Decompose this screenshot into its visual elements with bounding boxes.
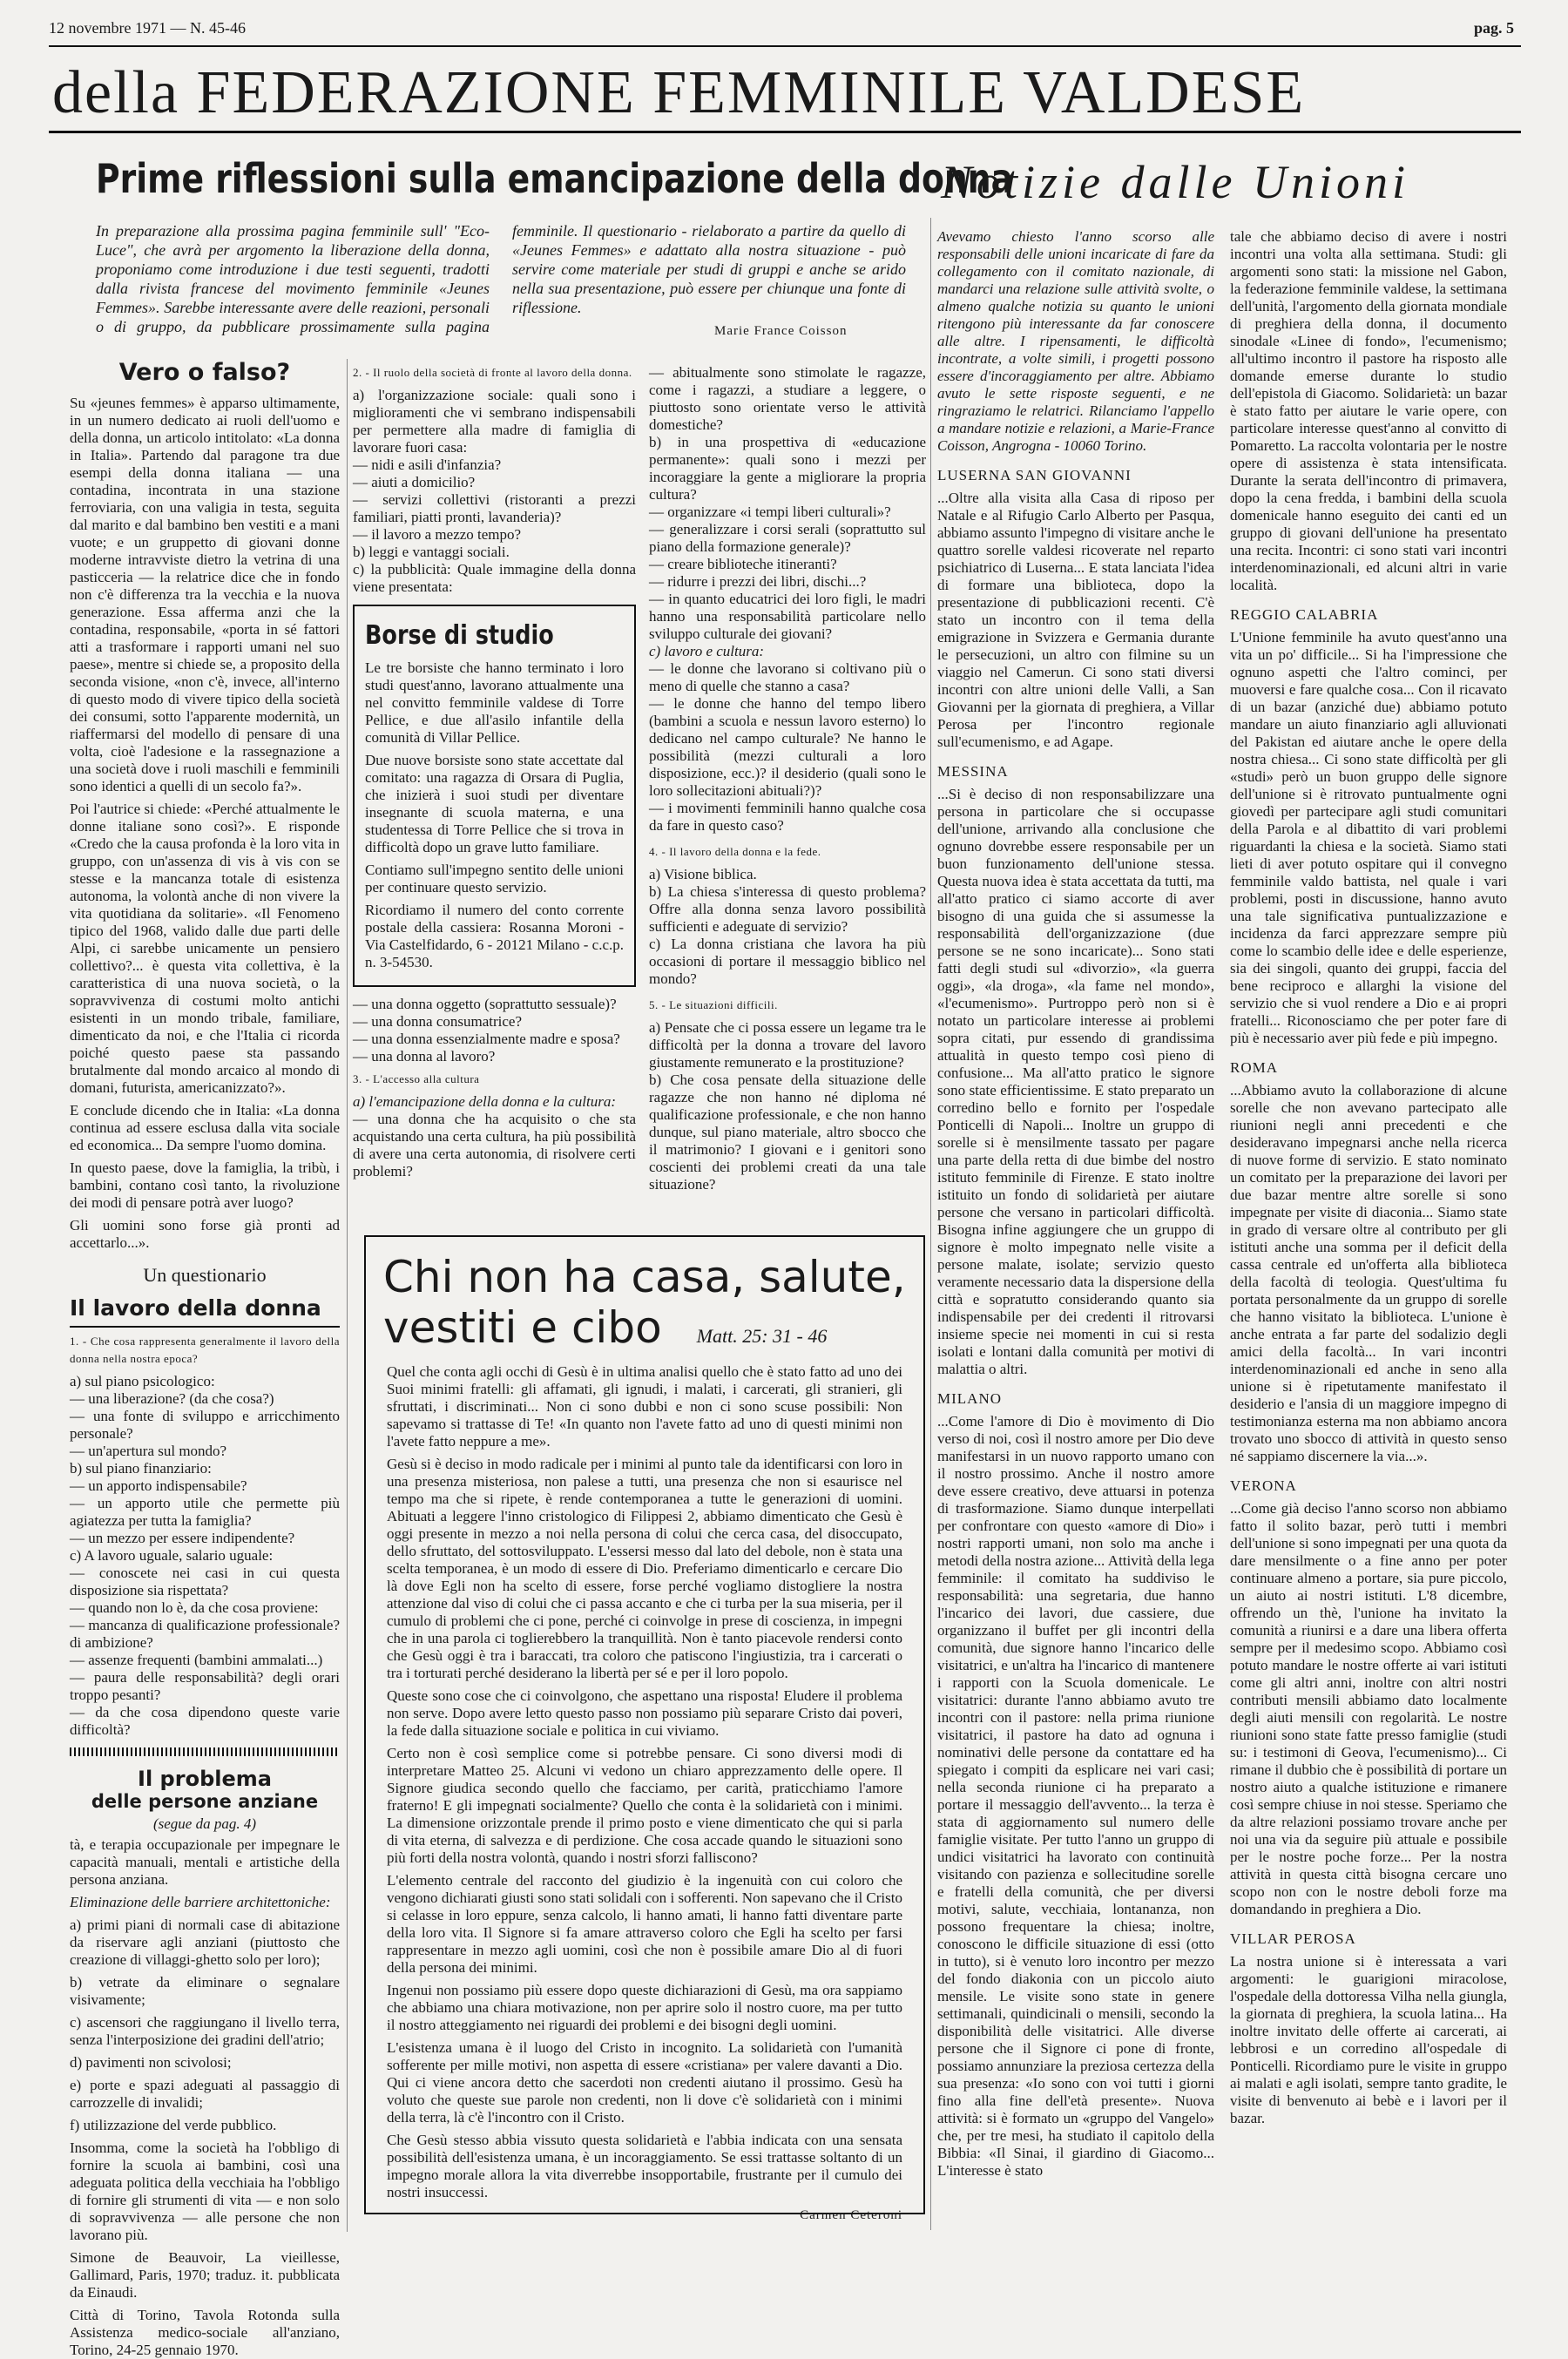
anziane-para: a) primi piani di normali case di abitazione da riservare agli anziani (piuttosto che creazione di villaggi-ghetto solo per loro);	[70, 1916, 340, 1968]
lavoro-item: — quando non lo è, da che cosa proviene:	[70, 1599, 319, 1616]
lavoro-item: — un mezzo per essere indipendente?	[70, 1530, 295, 1546]
city-heading: VERONA	[1230, 1477, 1297, 1494]
lavoro-item: — conoscete nei casi in cui questa disposizione sia rispettata?	[70, 1565, 340, 1599]
borse-para: Contiamo sull'impegno sentito delle unioni per continuare questo servizio.	[365, 862, 624, 896]
middle-col-2	[649, 364, 926, 1235]
q3-item: c) lavoro e cultura:	[649, 643, 765, 659]
top-rule	[49, 45, 1521, 47]
lavoro-item: — paura delle responsabilità? degli orari troppo pesanti?	[70, 1669, 340, 1703]
chi-para: Queste sono cose che ci coinvolgono, che aspettano una risposta! Eludere il problema non serve. Dopo avere letto questo passo non possiamo più separare Cristo dai poveri, la fede dalla situazione sociale e politica in cui viviamo.	[387, 1687, 902, 1739]
q3-item: — in quanto educatrici dei loro figli, le madri hanno una responsabilità particolare nello sviluppo culturale dei giovani?	[649, 591, 926, 642]
q4-item: b) La chiesa s'interessa di questo problema? Offre alla donna senza lavoro possibilità sufficienti e adeguate di servizio?	[649, 883, 926, 935]
q2-cont-item: — una donna al lavoro?	[353, 1048, 496, 1065]
lavoro-list	[70, 1373, 340, 1739]
q3-item: — i movimenti femminili hanno qualche cosa da fare in questo caso?	[649, 800, 926, 834]
city-heading: REGGIO CALABRIA	[1230, 606, 1379, 623]
lavoro-item: — da che cosa dipendono queste varie difficoltà?	[70, 1704, 340, 1738]
vero-falso-title: Vero o falso?	[118, 359, 291, 386]
anziane-para: c) ascensori che raggiungano il livello terra, senza l'interposizione dei gradini dell'atrio;	[70, 2014, 340, 2048]
chi-signature: Carmen Ceteroni	[800, 2208, 902, 2222]
q2-cont-item: — una donna consumatrice?	[353, 1013, 523, 1030]
q3-head: 3. - L'accesso alla cultura	[353, 1072, 480, 1085]
borse-box	[353, 605, 636, 987]
borse-para: Ricordiamo il numero del conto corrente postale della cassiera: Rosanna Moroni - Via Castelfidardo, 6 - 20121 Milano - c.c.p. n. 3-54530.	[365, 902, 624, 970]
middle-col-1	[353, 364, 636, 1235]
q3-item: — una donna che ha acquisito o che sta acquistando una certa cultura, ha più possibilità di avere una certa autonomia, di risolvere certi problemi?	[353, 1111, 636, 1180]
intro-signature: Marie France Coisson	[714, 324, 848, 338]
vero-para-3: E conclude dicendo che in Italia: «La donna continua ad essere esclusa dalla vita sociale ed economica... Da sempre l'uomo domina.	[70, 1102, 340, 1153]
q2-item: — servizi collettivi (ristoranti a prezzi familiari, piatti pronti, lavanderia)?	[353, 491, 636, 525]
city-report: ...Si è deciso di non responsabilizzare una persona in particolare che si occupasse dell'unione, arrivando alla conclusione che ognuno dovrebbe essere responsabile per un buon funzionamento dell'unione stessa. Questa nuova idea è stata accettata da tutti, ma all'atto pratico ci siamo accorte di aver bisogno di una guida che si assumesse la responsabilità dell'organizzazione (due persone se ne sono incaricate)... Sono stati fatti degli studi sul «divorzio», «la guerra oggi», «la droga», «la fame nel mondo», «l'ecumenismo». Purtroppo però non si è notato un particolare interesse ai problemi sopra citati, pur essendo di grandissima attualità in questo tempo così pieno di confusione... Ma all'atto pratico le signore sono state efficientissime. E stato preparato un corredino bello e fornito per l'ospedale Ponticelli di Napoli... Inoltre un gruppo di sorelle si è mensilmente tassato per pagare una parte della retta di due bimbe del nostro istituto femminile di Firenze. E stato inoltre istituito un fondo di solidarietà per aiutare persone che versano in particolari difficoltà. Bisogna infine aggiungere che un gruppo di signore è molto impegnato nelle visite a persone malate, isolate; servizio questo veramente necessario data la dispersione della città e sopratutto considerando quanto sia indispensabile per dei credenti il ritrovarsi insieme specie nei momenti in cui si resta isolati e lontani dalla comunità per motivi di malattia o altri.	[937, 786, 1214, 1377]
issue-date: 12 novembre 1971 — N. 45-46	[49, 19, 246, 37]
city-report: La nostra unione si è interessata a vari argomenti: le guarigioni miracolose, l'ospedale della dottoressa Vilha nella giungla, la giornata di preghiera, la scuola latina... Ha inoltre invitato delle offerte ai carcerati, ai lebbrosi e un corredino all'ospedale di Ponticelli. Ricordiamo pure le visite in gruppo ai malati e agli isolati, sempre tanto gradite, le visite di benvenuto ai bebè e i lavori per il bazar.	[1230, 1953, 1507, 2126]
chi-para: Ingenui non possiamo più essere dopo queste dichiarazioni di Gesù, ma ora sappiamo che abbiamo una chiara motivazione, non per aprire solo il nostro cuore, ma per tutto il nostro atteggiamento nei riguardi dei problemi e dei bisogni degli uomini.	[387, 1982, 902, 2033]
lavoro-item: — una liberazione? (da che cosa?)	[70, 1390, 274, 1407]
anziane-para: f) utilizzazione del verde pubblico.	[70, 2117, 277, 2133]
q4-item: c) La donna cristiana che lavora ha più occasioni di portare il messaggio biblico nel mondo?	[649, 936, 926, 987]
masthead: della FEDERAZIONE FEMMINILE VALDESE	[52, 59, 1306, 126]
q2-item: — aiuti a domicilio?	[353, 474, 476, 490]
q2-item: b) leggi e vantaggi sociali.	[353, 544, 510, 560]
q4-head: 4. - Il lavoro della donna e la fede.	[649, 845, 821, 858]
notizie-headline: Notizie dalle Unioni	[941, 156, 1409, 208]
anziane-para: Insomma, come la società ha l'obbligo di fornire la scuola ai bambini, così una adeguata politica della vecchiaia ha l'obbligo di fornire gli strumenti di vita — e non solo di sopravvivenza — alle persone che non lavorano più.	[70, 2139, 340, 2243]
main-headline: Prime riflessioni sulla emancipazione della donna	[96, 155, 1014, 202]
chi-para: L'elemento centrale del racconto del giudizio è la ingenuità con cui coloro che vengono dichiarati giusti sono stati solidali con i sofferenti. Non sapevano che il Cristo si celasse in loro eppure, senza calcolo, li hanno amati, li hanno fatti diventare parte della loro vita. Il Signore si fa amare attraverso coloro che Egli ha scelto per farsi rappresentare in mezzo agli uomini, così che non è possibile amare Dio al di fuori della persona dei minimi.	[387, 1872, 902, 1976]
city-report: ...Oltre alla visita alla Casa di riposo per Natale e al Rifugio Carlo Alberto per Pasqua, abbiamo assunto l'impegno di visitare anche le quattro sorelle valdesi ricoverate nel reparto psichiatrico di Luserna... E stata lanciata l'idea di formare una biblioteca, dopo la presentazione di pubblicazioni recenti. C'è stato un incontro con il tema della emigrazione in Svizzera e Germania durante le persecuzioni, un altro con filmine su un viaggio nel Camerun. Ci sono stati diversi incontri con altre unioni delle Valli, a San Giovanni per la giornata di preghiera, a Villar Perosa per l'incontro regionale sull'ecumenismo, e ad Agape.	[937, 490, 1214, 750]
lavoro-item: — un apporto indispensabile?	[70, 1477, 247, 1494]
lavoro-item: b) sul piano finanziario:	[70, 1460, 212, 1477]
q3-item: — le donne che lavorano si coltivano più o meno di quelle che stanno a casa?	[649, 660, 926, 694]
intro-text: In preparazione alla prossima pagina femminile sull' "Eco-Luce", che avrà per argomento la liberazione della donna, proponiamo come introduzione i due testi seguenti, tradotti dalla rivista francese del movimento femminile «Jeunes Femmes». Sarebbe interessante avere delle reazioni, personali o di gruppo, da pubblicare prossimamente sulla pagina femminile. Il questionario - rielaborato a partire da quello di «Jeunes Femmes» e adattato alla nostra situazione - può servire come materiale per studi di gruppi e anche se arido nella sua presentazione, può essere per chiunque una fonte di riflessione.	[96, 222, 906, 335]
intro-block	[96, 221, 906, 336]
chi-title-1: Chi non ha casa, salute,	[383, 1252, 906, 1302]
col-divider	[347, 359, 348, 2232]
city-report: ...Come già deciso l'anno scorso non abbiamo fatto il solito bazar, però tutti i membri dell'unione si sono impegnati per una quota da dare mensilmente o a fine anno per poter continuare almeno a portare, sia pure piccolo, un aiuto ai nostri istituti. L'8 dicembre, offrendo un thè, l'unione ha invitato la comunità a riunirsi e a dare una libera offerta sempre per il medesimo scopo. Abbiamo così potuto mandare le nostre offerte ai vari istituti come gli altri anni, inoltre con altri nostri contributi mensili abbiamo dato localmente degli aiuti mensili con regolarità. Le nostre riunioni sono state fatte presso famiglie (studi su: i testimoni di Geova, l'ecumenismo)... Ci rimane il dubbio che è possibilità di portare un nostro aiuto a qualche istituzione e rimanere così sempre chiuse in noi stesse. Speriamo che da altre relazioni possiamo trovare anche per noi una via da seguire più attuale e possibile per le nostre poche forze... Per la nostra attività in questa città bisogna cercare uno scopo non con le nostre deboli forze ma domandando in preghiera a Dio.	[1230, 1500, 1507, 1917]
city-heading: VILLAR PEROSA	[1230, 1930, 1356, 1947]
city-heading: MESSINA	[937, 763, 1009, 780]
city-report: ...Abbiamo avuto la collaborazione di alcune sorelle che non avevano partecipato alle riunioni negli anni precedenti e che desideravano impegnarsi anche nella ricerca di nuove forme di servizio. E stato nominato un comitato per la preparazione dei lavori per due bazar mentre altre sorelle si sono impegnate per visite di diaconia... Siamo state in grado di versare oltre al contributo per gli istituti anche una somma per il deficit della cassa centrale ed un'offerta alla biblioteca della facoltà di teologia. Quest'ultima fu portata personalmente da un gruppo di sorelle che hanno visitato la biblioteca. L'unione è anche entrata a far parte del sodalizio degli amici della facoltà... In vari incontri interdenominazionali ed anche in seno alla unione si è ripetutamente manifestato il desiderio e l'ansia di un maggiore impegno di testimonianza esterna ma non abbiamo ancora trovato uno sbocco di attività in questo senso né sappiamo discernere la via...».	[1230, 1082, 1507, 1464]
vero-para-1: Su «jeunes femmes» è apparso ultimamente, in un numero dedicato ai ruoli dell'uomo e della donna, un articolo intitolato: «La donna in Italia». Partendo dal paragone tra due esempi della donna italiana — una contadina, incontrata in una stazione ferroviaria, con una valigia in testa, seguita dal marito e dal bambino ben vestiti e a mani vuote; e un gruppetto di giovani donne moderne intravviste dietro la vetrina di una pasticceria — la relatrice dice che in fondo non c'è differenza tra la vecchia e la nuova generazione. Essa afferma anzi che la contadina, responsabile, «porta in sé fattori atti a trasformare i rapporti umani nel suo paese», mentre si chiede se, a proposito della seconda visione, «non c'è, invece, all'interno di questo modo di vivere tipico della società dei consumi, sotto l'apparente modernità, un riaffermarsi del modello di pensare di una volta, cioè l'adesione e la rassegnazione a una società dove i ruoli maschili e femminili sono identici a quelli di un secolo fa?».	[70, 395, 340, 794]
anziane-para: tà, e terapia occupazionale per impegnare le capacità manuali, mentali e artistiche della persona anziana.	[70, 1836, 340, 1888]
masthead-rule	[49, 131, 1521, 133]
chi-non-ha-box	[364, 1235, 925, 2222]
notizie-col-b	[1230, 228, 1507, 2232]
q2-item: — nidi e asili d'infanzia?	[353, 456, 502, 473]
anziane-para: Eliminazione delle barriere architettoniche:	[70, 1894, 331, 1910]
q2-item: — il lavoro a mezzo tempo?	[353, 526, 522, 543]
lavoro-item: — un apporto utile che permette più agiatezza per tutta la famiglia?	[70, 1495, 340, 1529]
city-heading: MILANO	[937, 1390, 1002, 1407]
q3-item: a) l'emancipazione della donna e la cultura:	[353, 1093, 617, 1110]
notizie-intro: Avevamo chiesto l'anno scorso alle responsabili delle unioni incaricate di fare da collegamento con il comitato nazionale, di mandarci una relazione sulle attività svolte, o almeno qualche notizia su quanto le unioni ritengono più interessante da far conoscere alle altre. I ripensamenti, le difficoltà incontrate, a volte simili, i progetti possono essere d'incoraggiamento per altre. Abbiamo avuto le sette risposte seguenti, e ne ringraziamo le relatrici. Rilanciamo l'appello a mandare notizie e relazioni, a Marie-France Coisson, Angrogna - 10060 Torino.	[937, 228, 1214, 454]
q3-item: — le donne che hanno del tempo libero (bambini a scuola e nessun lavoro esterno) lo dedicano nel campo culturale? Ne hanno le possibilità (mezzi culturali a loro disposizione, ecc.)? il desiderio (quali sono le loro sollecitazioni abituali?)?	[649, 695, 926, 799]
vero-para-5: Gli uomini sono forse già pronti ad accettarlo...».	[70, 1217, 340, 1251]
q3-item: — creare biblioteche itineranti?	[649, 556, 837, 572]
q5-head: 5. - Le situazioni difficili.	[649, 998, 778, 1011]
q5-item: b) Che cosa pensate della situazione delle ragazze che non hanno né diploma né qualificazione professionale, e che non hanno dunque, sul piano materiale, altro sbocco che il matrimonio? I giovani e i genitori sono coscienti dei problemi creati da una tale situazione?	[649, 1071, 926, 1193]
q2-cont-item: — una donna essenzialmente madre e sposa?	[353, 1031, 620, 1047]
city-heading: ROMA	[1230, 1059, 1279, 1076]
city-report: L'Unione femminile ha avuto quest'anno una vita un po' difficile... Si ha l'impressione che ognuno aspetti che l'altro cominci, per muoversi e fare qualche cosa... Con il ricavato di un bazar (anziché due) abbiamo potuto mandare un aiuto finanziario agli alluvionati del Pakistan ed aiutare anche le opere della nostra chiesa... Ci sono state difficoltà per gli «studi» però un buon gruppo delle signore dell'unione si è ritrovato puntualmente ogni giovedì per partecipare agli studi comunitari della Parola e al dibattito di vari problemi riguardanti la chiesa e la società. Siamo stati lieti di aver potuto ospitare qui il convegno femminile valdo battista, nel quale i vari problemi, posti in discussione, hanno avuto una tale significativa puntualizzazione e incidenza da farci apprezzare sempre più come lo scambio delle idee e delle esperienze, sia dei singoli, quanto dei gruppi, faccia del bene reciproco e allarghi la visione del servizio che si vuol rendere a Dio e ai propri fratelli... Riconosciamo che per poter fare di più è necessario aver più fede e più impegno.	[1230, 629, 1507, 1046]
chi-para: Che Gesù stesso abbia vissuto questa solidarietà e l'abbia indicata con una sensata possibilità dell'esistenza umana, è un incoraggiamento. Se essi trattasse soltanto di un impegno morale allora la vita diverrebbe insopportabile, frustrante per il cumulo dei nostri insuccessi.	[387, 2132, 902, 2200]
borse-para: Le tre borsiste che hanno terminato i loro studi quest'anno, lavorano attualmente una nel convitto femminile valdese di Torre Pellice, e due all'asilo infantile della comunità di Villar Pellice.	[365, 659, 624, 746]
lavoro-title: Il lavoro della donna	[70, 1295, 321, 1321]
q3-item: — abitualmente sono stimolate le ragazze, come i ragazzi, a studiare a leggere, o piuttosto sono orientate verso le attività domestiche?	[649, 364, 926, 433]
anziane-para: Città di Torino, Tavola Rotonda sulla Assistenza medico-sociale all'anziano, Torino, 24-25 gennaio 1970.	[70, 2307, 340, 2358]
q2-head: 2. - Il ruolo della società di fronte al lavoro della donna.	[353, 366, 632, 379]
q3-item: — ridurre i prezzi dei libri, dischi...?	[649, 573, 867, 590]
lavoro-item: — mancanza di qualificazione professionale? di ambizione?	[70, 1617, 340, 1651]
chi-para: Quel che conta agli occhi di Gesù è in ultima analisi quello che è stato fatto ad uno dei Suoi minimi fratelli: gli affamati, gli ignudi, i malati, i carcerati, gli stranieri, gli sfruttati, i discriminati... Non ci sono dubbi e non ci sono scuse possibili: Non sapevamo si trattasse di Te! «In quanto non l'avete fatto ad uno di questi minimi non l'avete fatto neppure a me».	[387, 1363, 902, 1450]
lavoro-item: — assenze frequenti (bambini ammalati...)	[70, 1652, 323, 1668]
chi-title-2: vestiti e cibo	[383, 1301, 662, 1353]
borse-title: Borse di studio	[365, 620, 554, 651]
city-report: ...Come l'amore di Dio è movimento di Dio verso di noi, così il nostro amore per Dio deve manifestarsi in un nuovo rapporto umano con il nostro prossimo. Anche il nostro amore deve essere creativo, deve attuarsi in potenza di trasformazione. Siamo dunque interpellati per confrontare con questo «amore di Dio» i nostri rapporti umani, non solo ma anche i metodi della nostra azione... Attività della lega femminile: il comitato ha suddiviso le responsabilità: una segretaria, due hanno l'incarico dei lavori, due cassiere, due organizzano il buffet per gli incontri della comunità, due signore hanno l'incarico delle visitatrici, e un'altra ha l'incarico di mantenere i rapporti con la Scuola domenicale. Le visitatrici: durante l'anno abbiamo avuto tre incontri con il pastore: nella prima riunione visitatrici, il pastore ha dato ad ognuna i nominativi delle persone da contattare ed ha spiegato i compiti da esplicare nei vari casi; nella seconda riunione ci ha preparato a portare il messaggio dell'avvento... la terza è stata di aggiornamento sul numero delle famiglie visitate. Per tutto l'anno un gruppo di undici visitatrici ha lavorato con continuità visitando con pazienza e sollecitudine sorelle e fratelli della comunità, che per diversi motivi, salute, vecchiaia, lontananza, non possono frequentare la chiesa; inoltre, conoscono le difficile situazione di essi (otto in tutto), si è venuto loro incontro per mezzo del fondo diakonia con un piccolo aiuto mensile. Le visite sono state in genere settimanali, quindicinali o mensili, secondo la disponibilità delle visitatrici. Alle diverse persone che il Signore ci pone di fronte, possiamo annunziare la preziosa certezza della sua presenza: «Io sono con voi tutti i giorni fino alla fine dell'età presente». Nuova attività: si è formato un «gruppo del Vangelo» che, per tre mesi, ha studiato il capitolo della Bibbia: «Il Sinai, il giardino di Giacomo... L'interesse è stato	[937, 1413, 1214, 2179]
city-heading: LUSERNA SAN GIOVANNI	[937, 467, 1132, 483]
questionario-label: Un questionario	[143, 1264, 267, 1286]
q2-item: a) l'organizzazione sociale: quali sono i miglioramenti che vi sembrano indispensabili per permettere alla madre di famiglia di lavorare fuori casa:	[353, 387, 636, 456]
q4-item: a) Visione biblica.	[649, 866, 757, 882]
anziane-para: d) pavimenti non scivolosi;	[70, 2054, 232, 2071]
anziane-para: e) porte e spazi adeguati al passaggio di carrozzelle di invalidi;	[70, 2077, 340, 2111]
anziane-title-2: delle persone anziane	[91, 1791, 319, 1812]
vero-para-2: Poi l'autrice si chiede: «Perché attualmente le donne italiane sono così?». E risponde «Credo che la causa profonda è la loro vita in gruppo, con un'assenza di vis à vis con se stesse e la mancanza totale di esistenza autonoma, la volontà anche di non vivere la vita quotidiana da solitarie». «Il Fenomeno tipico del 1968, valido dalle due parti delle Alpi, ci sarebbe unicamente un pensiero collettivo?... è questa vita collettiva, è la caratteristica di una nuova società, o la sopravvivenza di costumi molto antichi esistenti in un mondo tribale, familiare, dimenticato da noi, e che l'Italia ci ricorda poiché questo paese sta passando brutalmente dal mondo arcaico al mondo di domani, futurista, americanizzato?».	[70, 801, 340, 1096]
col-divider	[930, 218, 931, 2230]
lavoro-item: — una fonte di sviluppo e arricchimento personale?	[70, 1408, 340, 1442]
chi-ref: Matt. 25: 31 - 46	[696, 1324, 828, 1347]
anziane-para: b) vetrate da eliminare o segnalare visivamente;	[70, 1974, 340, 2008]
lavoro-q1: 1. - Che cosa rappresenta generalmente il lavoro della donna nella nostra epoca?	[70, 1335, 340, 1365]
chi-para: Gesù si è deciso in modo radicale per i minimi al punto tale da identificarsi con loro in una presenza misteriosa, non palese a tutti, una presenza che non si esaurisce nel tempo ma che si ripete, è rende contemporanea a tutte le generazioni di uomini. Abituati a leggere l'inno cristologico di Filippesi 2, abbiamo dimenticato che Gesù è oggi presente in mezzo a noi nella persona di colui che cerca casa, del disoccupato, dello sfruttato, del sottosviluppato. L'essersi messo dal lato del debole, non è stata una scelta temporanea, è un modo di essere di Dio. Preferiamo dimenticarlo e cercare Dio là dove Egli non ha scelto di essere, forse perché vogliamo distogliere la nostra attenzione dal viso di colui che ci passa accanto e che ci turba per la sua miseria, per il cumulo di problemi che ci pone, perché ci coinvolge in prese di coscienza, in impegni che in una parola ci toglierebbero la tranquillità. Non è tanto piacevole rendersi conto che Gesù oggi è tra i baraccati, tra coloro che patiscono l'ingiustizia, tra i carcerati o tra i torturati perché desiderano la libertà per sé e per il loro popolo.	[387, 1456, 902, 1681]
q3-item: b) in una prospettiva di «educazione permanente»: quali sono i mezzi per incoraggiare la gente a migliorare la propria cultura?	[649, 434, 926, 503]
section-divider	[70, 1747, 340, 1756]
q2-cont-item: — una donna oggetto (soprattutto sessuale)?	[353, 996, 617, 1012]
q2-item: c) la pubblicità: Quale immagine della donna viene presentata:	[353, 561, 636, 595]
chi-para: L'esistenza umana è il luogo del Cristo in incognito. La solidarietà con l'umanità sofferente per mille motivi, non aspetta di essere «cristiana» per valere davanti a Dio. Qui ci viene ancora detto che sacerdoti non credenti aiutano il prossimo. Gesù ha voluto che queste sue parole non credenti, non li dove c'è solidarietà con i minimi della terra, là c'è l'incontro con il Cristo.	[387, 2039, 902, 2126]
chi-para: Certo non è così semplice come si potrebbe pensare. Ci sono diversi modi di interpretare Matteo 25. Alcuni vi vedono un chiaro apprezzamento delle opere. Il Signore giudica secondo quello che facciamo, per carità, praticchiamo l'amore fraterno! E gli impegnati socialmente? Quello che conta è la solidarietà con i minimi. La dimensione orizzontale prende il primo posto e viene dimenticato che qui si parla di vita eterna, di salvezza e di perdizione. Che cosa accade quando le situazioni sono più forti della nostra volontà, quando i nostri sforzi falliscono?	[387, 1745, 902, 1866]
left-column	[70, 359, 340, 2358]
q3-item: — organizzare «i tempi liberi culturali»?	[649, 504, 891, 520]
lavoro-item: a) sul piano psicologico:	[70, 1373, 215, 1389]
lavoro-item: c) A lavoro uguale, salario uguale:	[70, 1547, 274, 1564]
vero-para-4: In questo paese, dove la famiglia, la tribù, i bambini, contano così tanto, la rivoluzione dei modi di pensare potrà aver luogo?	[70, 1159, 340, 1211]
page-number: pag. 5	[1473, 19, 1514, 37]
city-report: tale che abbiamo deciso di avere i nostri incontri una volta alla settimana. Studi: gli argomenti sono stati: la missione nel Gabon, la federazione femminile valdese, la settimana dell'unità, l'argomento della giornata mondiale di preghiera della donna, il documento sinodale «Linee di fondo», l'ecumenismo; all'ultimo incontro il pastore ha risposto alle domande emerse durante lo studio dell'epistola di Giacomo. Solidarietà: un bazar è stato fatto per aiutare le varie opere, con particolare interesse quest'anno al convitto di Pomaretto. La raccolta volontaria per le nostre opere di assistenza è stata intensificata. Durante la serata dell'incontro di primavera, dopo la cena fredda, i bambini della scuola domenicale hanno eseguito dei canti ed un gruppo di giovani dell'unione ha presentato una recita. Incontri: ci sono stati vari incontri interdenominazionali, ed alcuni altri in varie località.	[1230, 228, 1507, 593]
q5-item: a) Pensate che ci possa essere un legame tra le difficoltà per la donna a trovare del lavoro giustamente remunerato e la prostituzione?	[649, 1019, 926, 1071]
lavoro-item: — un'apertura sul mondo?	[70, 1443, 227, 1459]
lavoro-rule	[70, 1326, 340, 1328]
anziane-para: Simone de Beauvoir, La vieillesse, Gallimard, Paris, 1970; traduz. it. pubblicata da Einaudi.	[70, 2249, 340, 2301]
q3-item: — generalizzare i corsi serali (soprattutto sul piano della formazione generale)?	[649, 521, 926, 555]
anziane-cont: (segue da pag. 4)	[152, 1815, 257, 1832]
borse-para: Due nuove borsiste sono state accettate dal comitato: una ragazza di Orsara di Puglia, che inizierà i suoi studi per diventare insegnante di scuola materna, e una studentessa di Torre Pellice che si trova in difficoltà dopo un grave lutto familiare.	[365, 752, 624, 855]
anziane-title-1: Il problema	[138, 1767, 272, 1791]
notizie-col-a	[937, 228, 1214, 2232]
